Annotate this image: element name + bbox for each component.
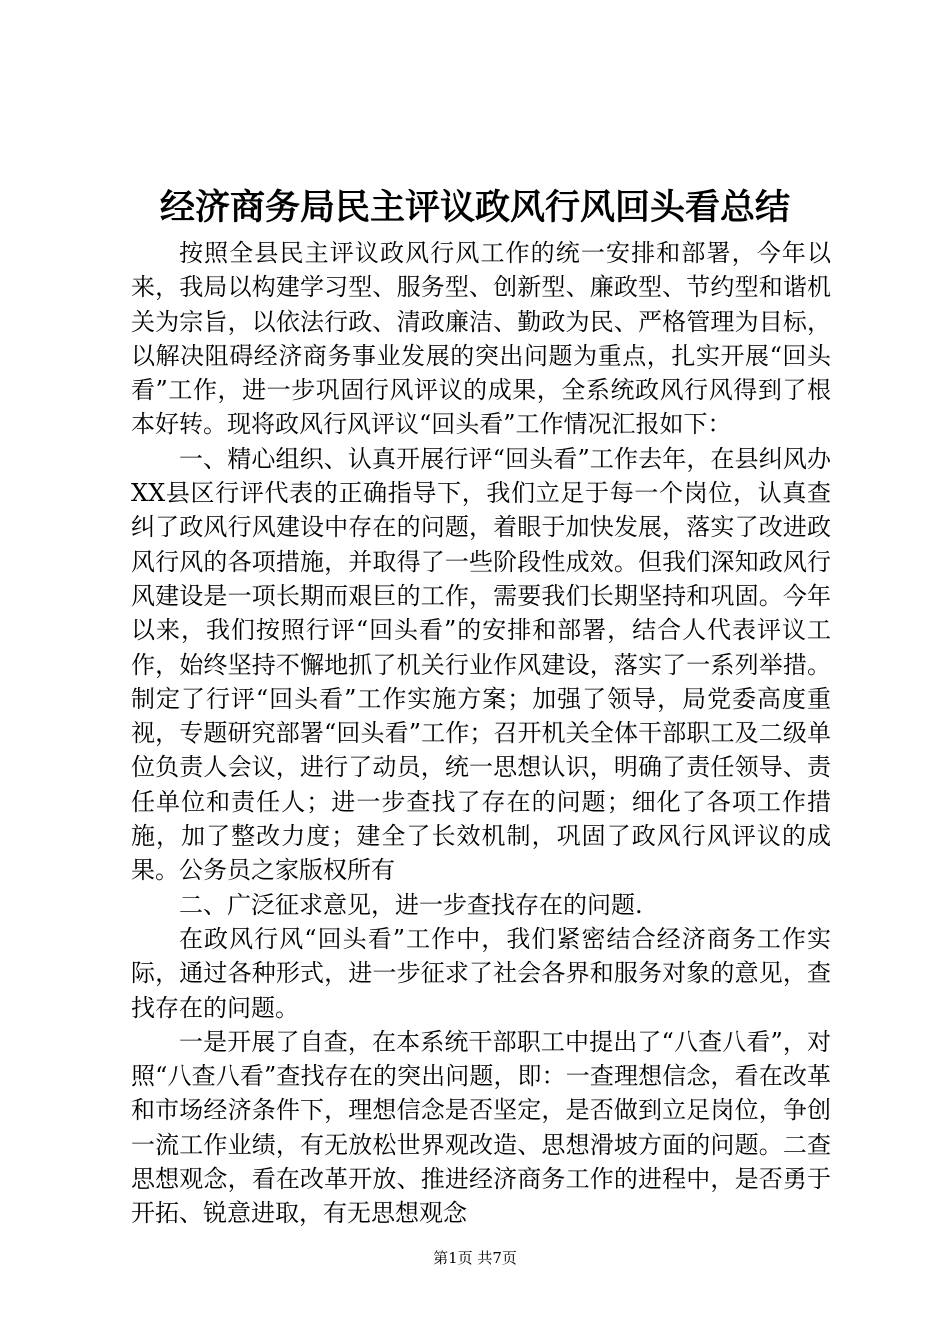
paragraph-self-check: 一是开展了自查，在本系统干部职工中提出了“八查八看”，对照“八查八看”查找存在的突出问题，即：一查理想信念，看在改革和市场经济条件下，理想信念是否坚定，是否做到立足岗位，争创一流工作业绩，有无放松世界观改造、思想滑坡方面的问题。二查思想观念，看在改革开放、推进经济商务工作的进程中，是否勇于开拓、锐意进取，有无思想观念 — [131, 1027, 831, 1228]
paragraph-intro: 按照全县民主评议政风行风工作的统一安排和部署，今年以来，我局以构建学习型、服务型、创新型、廉政型、节约型和谐机关为宗旨，以依法行政、清政廉洁、勤政为民、严格管理为目标，以解决阻碍经济商务事业发展的突出问题为重点，扎实开展“回头看”工作，进一步巩固行风评议的成果，全系统政风行风得到了根本好转。现将政风行风评议“回头看”工作情况汇报如下： — [131, 239, 831, 439]
document-title: 经济商务局民主评议政风行风回头看总结 — [159, 187, 790, 228]
paragraph-section-2-body: 在政风行风“回头看”工作中，我们紧密结合经济商务工作实际，通过各种形式，进一步征求了社会各界和服务对象的意见，查找存在的问题。 — [131, 924, 831, 1022]
page-number-footer: 第1页 共7页 — [433, 1249, 517, 1267]
document-body — [131, 236, 831, 1231]
paragraph-section-2-heading: 二、广泛征求意见，进一步查找存在的问题. — [179, 890, 643, 919]
paragraph-section-1: 一、精心组织、认真开展行评“回头看”工作去年，在县纠风办XX县区行评代表的正确指导下，我们立足于每一个岗位，认真查纠了政风行风建设中存在的问题，着眼于加快发展，落实了改进政风行风的各项措施，并取得了一些阶段性成效。但我们深知政风行风建设是一项长期而艰巨的工作，需要我们长期坚持和巩固。今年以来，我们按照行评“回头看”的安排和部署，结合人代表评议工作，始终坚持不懈地抓了机关行业作风建设，落实了一系列举措。制定了行评“回头看”工作实施方案；加强了领导，局党委高度重视，专题研究部署“回头看”工作；召开机关全体干部职工及二级单位负责人会议，进行了动员，统一思想认识，明确了责任领导、责任单位和责任人；进一步查找了存在的问题；细化了各项工作措施，加了整改力度；建全了长效机制，巩固了政风行风评议的成果。公务员之家版权所有 — [131, 444, 831, 885]
